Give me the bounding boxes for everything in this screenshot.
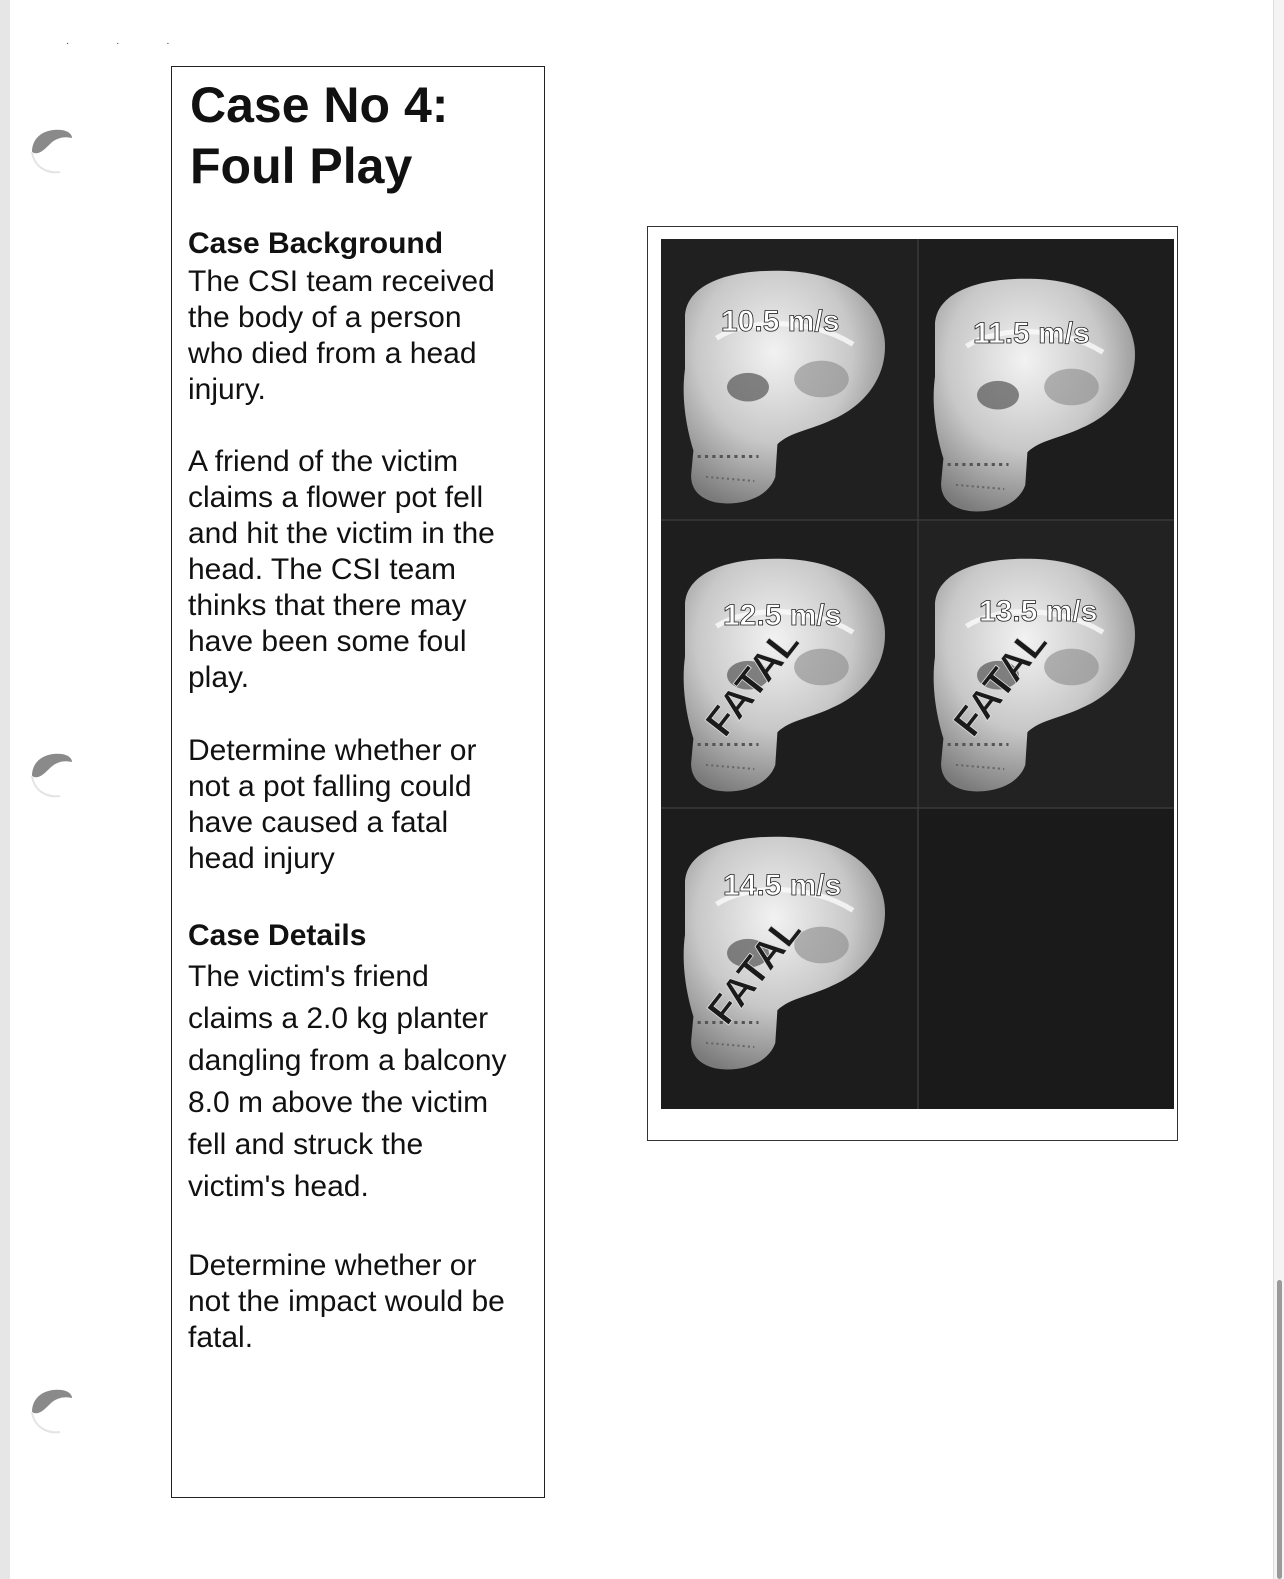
skull-speed-label: 10.5 m/s [721, 305, 840, 338]
task-one-text: Determine whether or not a pot falling could have caused a fatal head injury [188, 734, 477, 875]
skull-speed-label: 14.5 m/s [723, 869, 842, 902]
binder-hole-icon [24, 122, 74, 180]
case-text-panel [171, 66, 545, 1498]
skull-grid [661, 239, 1174, 1109]
skull-speed-label: 11.5 m/s [973, 317, 1090, 350]
skull-speed-label: 13.5 m/s [979, 595, 1098, 628]
task-two-text: Determine whether or not the impact would be fatal. [188, 1249, 505, 1354]
scan-specks: · · · [66, 38, 192, 49]
friend-claim-text: A friend of the victim claims a flower pot fell and hit the victim in the head. The CSI team thinks that there may have been some foul play. [188, 445, 495, 694]
case-details-heading: Case Details [188, 919, 367, 952]
fatal-stamp: FATAL [697, 620, 808, 745]
case-background-heading: Case Background [188, 227, 444, 260]
skull-speed-label: 12.5 m/s [723, 599, 842, 632]
fatal-stamp: FATAL [699, 908, 810, 1033]
scrollbar-track[interactable] [1273, 0, 1284, 1579]
case-details-text: The victim's friend claims a 2.0 kg planter dangling from a balcony 8.0 m above the victim fell and struck the victim's head. [188, 960, 507, 1203]
binder-hole-icon [24, 746, 74, 804]
skull-impact-figure [647, 226, 1178, 1141]
page-left-edge [0, 0, 10, 1579]
binder-hole-icon [24, 1382, 74, 1440]
case-title: Case No 4: Foul Play [190, 77, 449, 194]
fatal-stamp: FATAL [945, 620, 1056, 745]
case-background-text: The CSI team received the body of a person who died from a head injury. [188, 265, 495, 406]
scrollbar-thumb[interactable] [1277, 1280, 1282, 1579]
